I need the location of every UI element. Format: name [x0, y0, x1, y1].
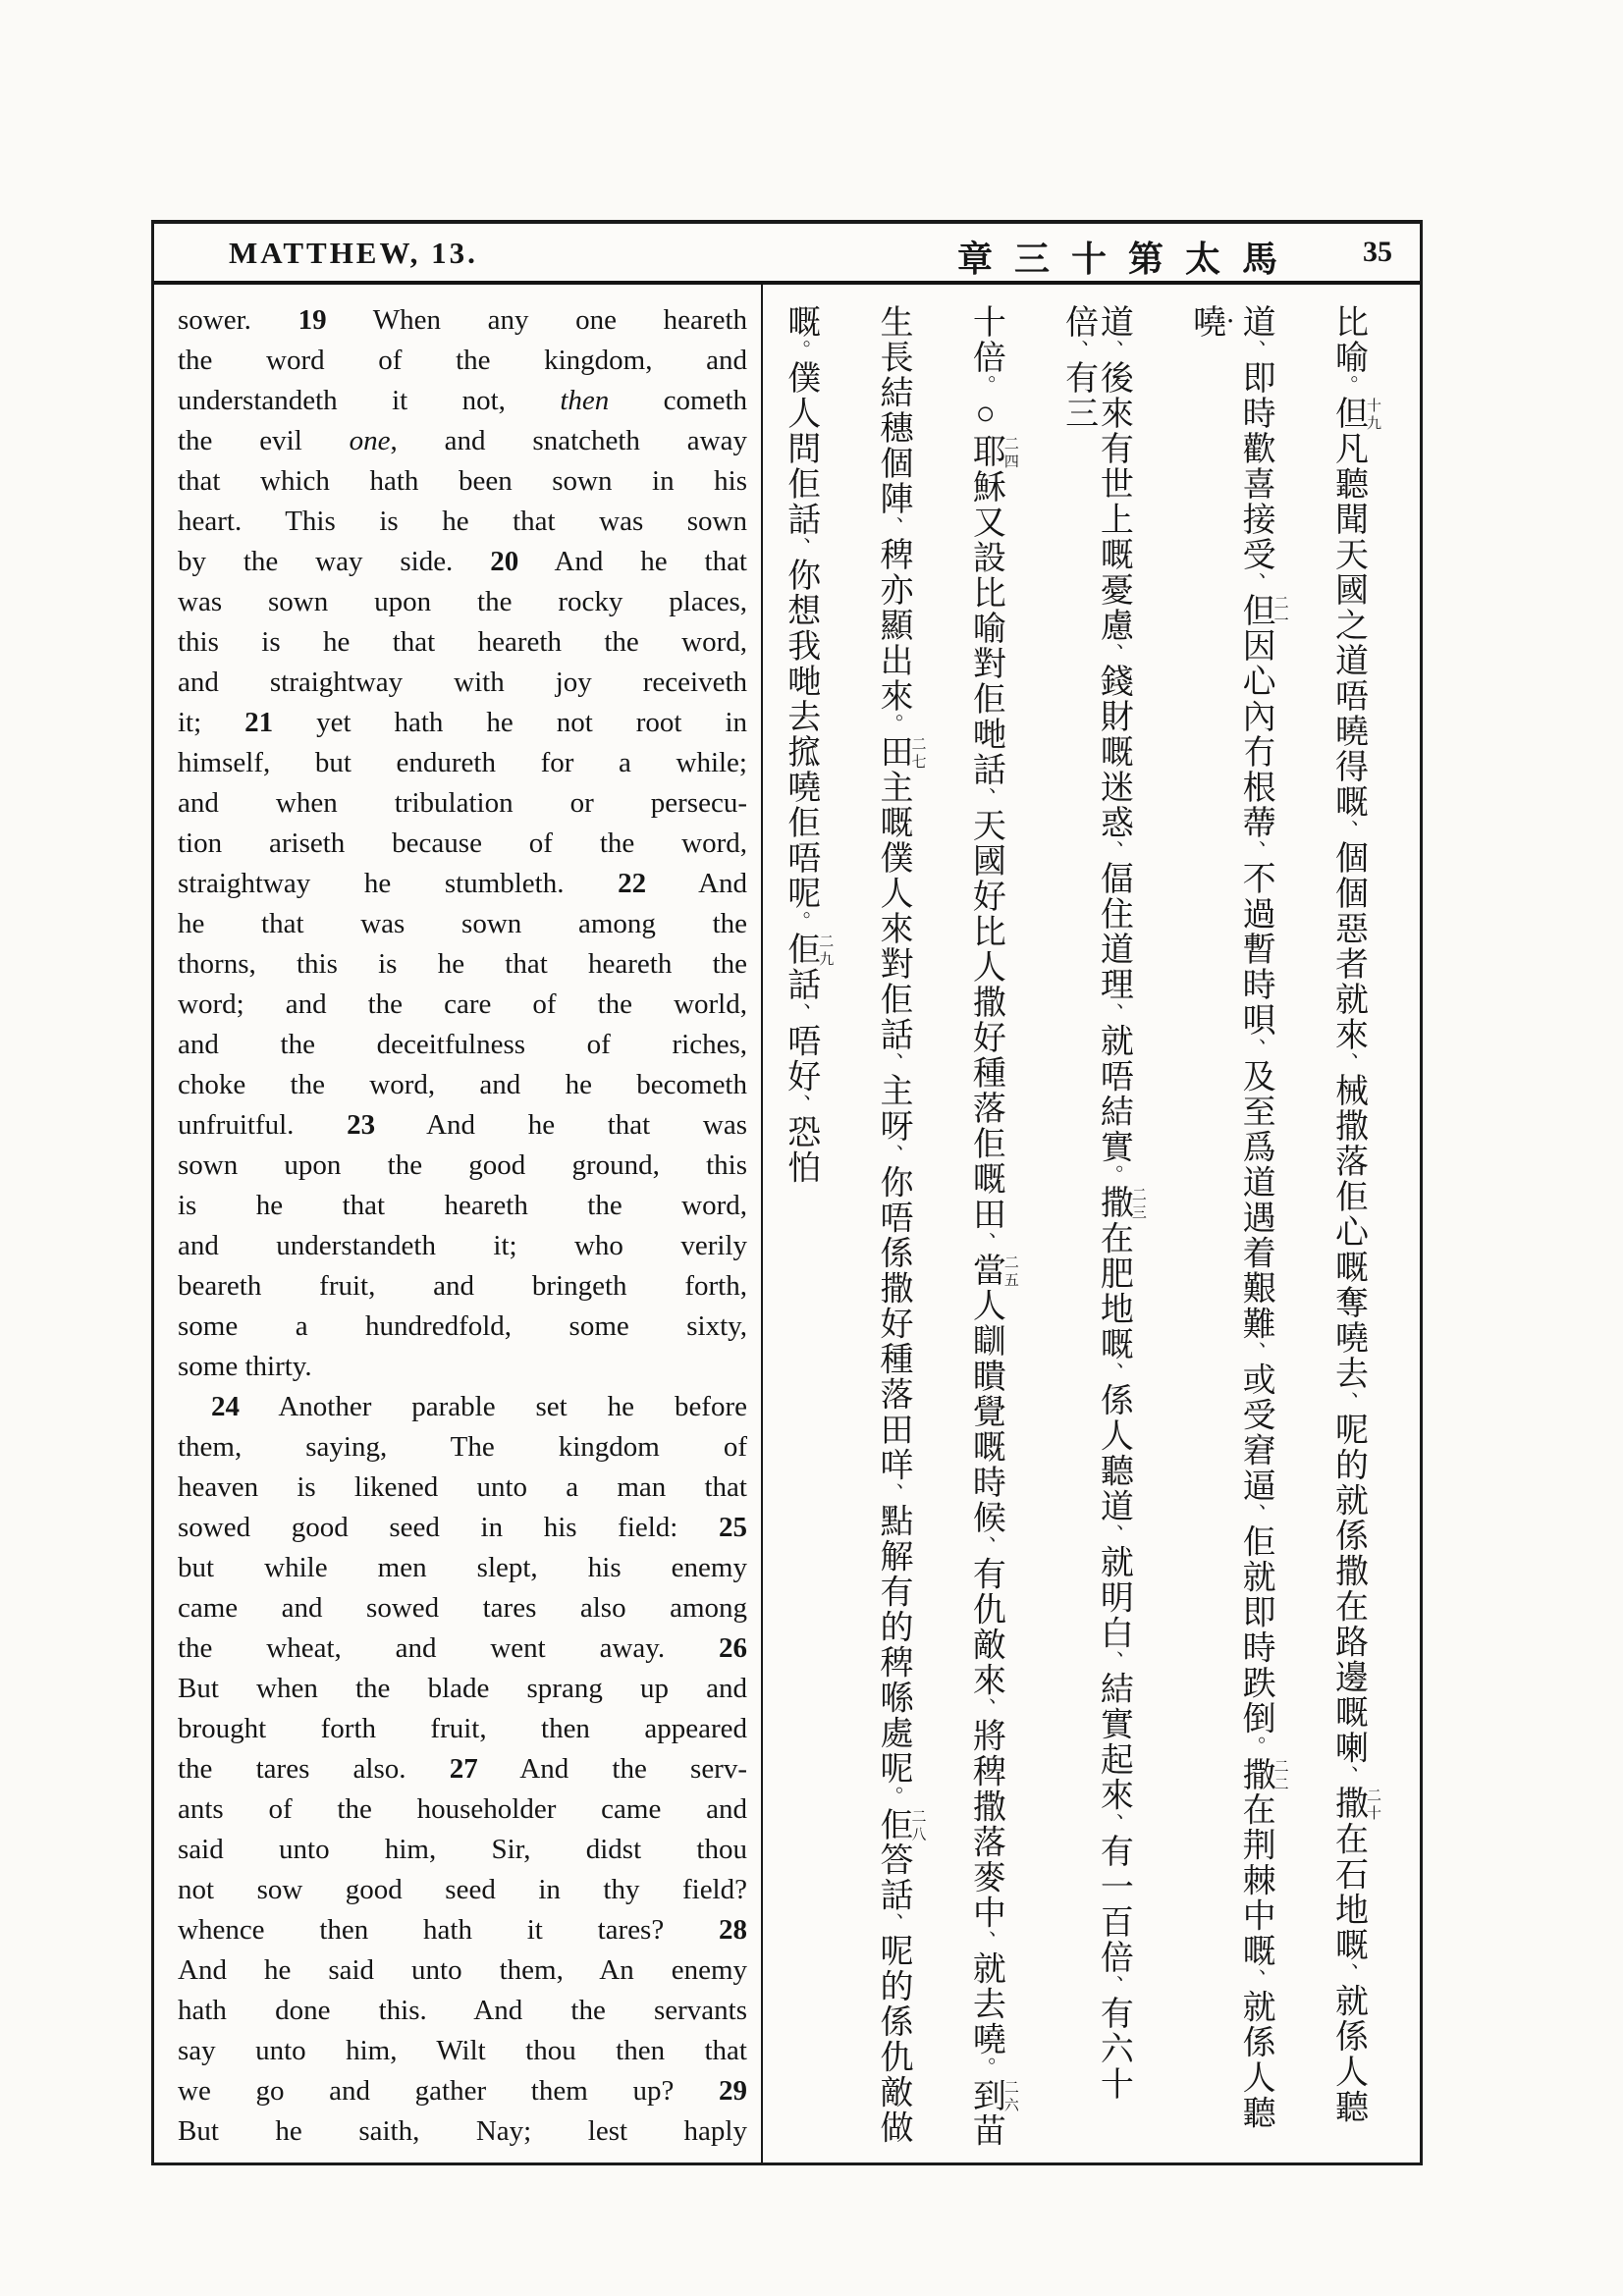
cjk-punctuation: 。 — [881, 714, 904, 735]
english-text-line: But when the blade sprang up and — [178, 1673, 747, 1704]
english-text-line: himself, but endureth for a while; — [178, 747, 747, 778]
cjk-punctuation: 。 — [973, 375, 998, 397]
cjk-punctuation: 、 — [787, 1002, 812, 1024]
english-text-line: and the deceitfulness of riches, — [178, 1029, 747, 1060]
chinese-text-column: 嘅。僕人問佢話、你想我哋去搲嘵佢唔呢。佢二九話、唔好、恐怕 — [782, 304, 834, 1186]
cjk-punctuation: 、 — [973, 1930, 998, 1951]
english-text-line: choke the word, and he becometh — [178, 1069, 747, 1100]
english-text-line: unfruitful. 23 And he that was — [178, 1109, 747, 1141]
cjk-punctuation: 。 — [787, 340, 812, 361]
verse-number-marker: 二三 — [1129, 1185, 1146, 1221]
english-text-line: and understandeth it; who verily — [178, 1230, 747, 1261]
cjk-punctuation: 、 — [1335, 1052, 1360, 1074]
english-text-line: some a hundredfold, some sixty, — [178, 1310, 747, 1342]
english-text-line: whence then hath it tares? 28 — [178, 1914, 747, 1946]
verse-start-character: 佢二九 — [782, 932, 834, 968]
english-text-line: it; 21 yet hath he not root in — [178, 707, 747, 738]
english-text-line: But he saith, Nay; lest haply — [178, 2115, 747, 2147]
cjk-punctuation: 、 — [973, 1232, 998, 1254]
chinese-text-column: 生長結穗個陣、稗亦顯出來。田二七主嘅僕人來對佢話、主呀、你唔係撒好種落田咩、點解有的稗喺處呢。佢二八答話、呢的係仇敵做 — [875, 304, 926, 2146]
header-title-english: MATTHEW, 13. — [229, 236, 478, 270]
english-text-line: the tares also. 27 And the serv- — [178, 1753, 748, 1785]
english-text-line: heart. This is he that was sown — [178, 506, 747, 537]
english-text-line: them, saying, The kingdom of — [178, 1431, 747, 1463]
english-text-line: 24 Another parable set he before — [211, 1391, 747, 1422]
cjk-punctuation: 、 — [1243, 840, 1268, 862]
verse-start-character: 撒二十 — [1329, 1786, 1380, 1822]
cjk-punctuation: 。 — [1243, 1735, 1268, 1757]
verse-number-marker: 二七 — [909, 734, 926, 771]
cjk-punctuation: 、 — [1335, 1765, 1360, 1787]
english-text-line: we go and gather them up? 29 — [178, 2075, 747, 2107]
verse-number-marker: 二一 — [1271, 593, 1288, 629]
english-text-line: understandeth it not, then cometh — [178, 385, 748, 416]
verse-number-marker: 二九 — [817, 932, 834, 968]
english-text-line: this is he that heareth the word, — [178, 626, 747, 658]
verse-start-character: 耶二四 — [967, 434, 1018, 470]
cjk-punctuation: 、 — [973, 1697, 998, 1719]
cjk-punctuation: 、 — [1335, 1962, 1360, 1984]
cjk-punctuation: 、 — [1243, 340, 1268, 361]
verse-start-character: 但十九 — [1329, 396, 1380, 432]
chinese-text-column: 道、即時歡喜接受、但二一因心內冇根蔕、不過暫時唄、及至爲道遇着艱難、或受窘逼、佢就即時跌倒。撒二二在荆棘中嘅、就係人聽嘵• — [1187, 304, 1288, 2131]
english-text-line: that which hath been sown in his — [178, 465, 747, 497]
english-text-line: ants of the householder came and — [178, 1793, 747, 1825]
cjk-punctuation: 。 — [1335, 375, 1360, 397]
cjk-punctuation: 、 — [1101, 340, 1125, 361]
cjk-punctuation: 、 — [1243, 1503, 1268, 1524]
english-text-line: brought forth fruit, then appeared — [178, 1713, 747, 1744]
english-text-line: sower. 19 When any one heareth — [178, 304, 747, 336]
english-text-line: say unto him, Wilt thou then that — [178, 2035, 747, 2066]
cjk-punctuation: 、 — [1101, 1523, 1125, 1545]
english-text-line: the evil one, and snatcheth away — [178, 425, 747, 456]
cjk-punctuation: 、 — [1243, 1341, 1268, 1362]
cjk-punctuation: 、 — [1065, 340, 1090, 361]
cjk-punctuation: 、 — [1101, 1362, 1125, 1383]
verse-start-character: 撒二二 — [1237, 1756, 1288, 1792]
cjk-punctuation: 、 — [881, 1912, 904, 1934]
english-text-line: is he that heareth the word, — [178, 1190, 747, 1221]
page-border-box — [151, 220, 1423, 2165]
cjk-punctuation: 、 — [973, 1535, 998, 1557]
english-text-line: sown upon the good ground, this — [178, 1149, 747, 1181]
cjk-punctuation: 、 — [787, 537, 812, 559]
verse-number-marker: 二八 — [909, 1806, 926, 1842]
english-text-line: hath done this. And the servants — [178, 1995, 747, 2026]
chinese-text-column: 道、後來有世上嘅憂慮、錢財嘅迷惑、偪住道理、就唔結實。撒二三在肥地嘅、係人聽道、就明白、結實起來、有一百倍、有六十倍、有三 — [1059, 304, 1146, 2102]
english-text-line: heaven is likened unto a man that — [178, 1471, 747, 1503]
english-text-line: beareth fruit, and bringeth forth, — [178, 1270, 747, 1302]
cjk-punctuation: 、 — [1335, 820, 1360, 841]
verse-start-character: 撒二三 — [1095, 1185, 1146, 1221]
chinese-text-column: 比喻。但十九凡聽聞天國之道唔曉得嘅、個個惡者就來、械撒落佢心嘅奪嘵去、呢的就係撒在路邊嘅喇、撒二十在石地嘅、就係人聽 — [1329, 304, 1380, 2125]
verse-start-character: 但二一 — [1237, 593, 1288, 629]
cjk-punctuation: 。 — [881, 1786, 904, 1807]
cjk-punctuation: 、 — [1101, 1812, 1125, 1834]
verse-start-character: 嘵• — [1187, 304, 1239, 340]
cjk-punctuation: 、 — [881, 1052, 904, 1074]
cjk-punctuation: 、 — [1101, 840, 1125, 862]
verse-number-marker: 二十 — [1364, 1786, 1380, 1822]
cjk-punctuation: 。 — [787, 911, 812, 933]
english-text-column — [154, 285, 763, 2163]
english-text-line: word; and the care of the world, — [178, 988, 747, 1020]
cjk-punctuation: 、 — [1101, 1974, 1125, 1996]
page-body — [154, 285, 1420, 2163]
header-title-chinese: 章三十第太馬 — [957, 240, 1300, 279]
english-text-line: and when tribulation or persecu- — [178, 787, 747, 819]
verse-start-character: 當二五 — [967, 1253, 1018, 1289]
english-text-line: the wheat, and went away. 26 — [178, 1632, 747, 1664]
verse-number-marker: 二四 — [1001, 434, 1018, 470]
english-text-line: he that was sown among the — [178, 908, 747, 939]
cjk-punctuation: 、 — [1101, 643, 1125, 665]
cjk-punctuation: 、 — [1101, 1002, 1125, 1024]
verse-start-character: 田二七 — [875, 734, 926, 771]
verse-number-marker: 二六 — [1001, 2077, 1018, 2113]
english-text-line: And he said unto them, An enemy — [178, 1954, 747, 1986]
english-text-line: said unto him, Sir, didst thou — [178, 1834, 747, 1865]
english-text-line: sowed good seed in his field: 25 — [178, 1512, 747, 1543]
english-text-line: straightway he stumbleth. 22 And — [178, 868, 748, 899]
english-text-line: but while men slept, his enemy — [178, 1552, 747, 1583]
verse-number-marker: 二五 — [1001, 1253, 1018, 1289]
english-text-line: by the way side. 20 And he that — [178, 546, 747, 577]
english-text-line: was sown upon the rocky places, — [178, 586, 747, 617]
cjk-punctuation: 、 — [1243, 1968, 1268, 1990]
chinese-text-column: 十倍。○耶二四穌又設比喻對佢哋話、天國好比人撒好種落佢嘅田、當二五人瞓瞶覺嘅時候、有仇敵來、將稗撒落麥中、就去嘵。到二六苗 — [967, 304, 1018, 2149]
english-text-line: thorns, this is he that heareth the — [178, 948, 747, 980]
cjk-punctuation: 。 — [1101, 1164, 1125, 1186]
verse-number-marker: • — [1222, 304, 1239, 340]
cjk-punctuation: 、 — [1101, 1650, 1125, 1672]
cjk-punctuation: 、 — [881, 516, 904, 538]
english-text-line: tion ariseth because of the word, — [178, 828, 747, 859]
verse-start-character: 到二六 — [967, 2077, 1018, 2113]
verse-number-marker: 十九 — [1364, 396, 1380, 432]
page-header — [154, 224, 1420, 285]
english-text-line: not sow good seed in thy field? — [178, 1874, 747, 1905]
cjk-punctuation: 、 — [881, 1482, 904, 1504]
english-text-line: some thirty. — [178, 1351, 312, 1382]
cjk-punctuation: 、 — [881, 1144, 904, 1165]
page-number: 35 — [1363, 236, 1392, 268]
verse-number-marker: 二二 — [1271, 1756, 1288, 1792]
cjk-punctuation: 、 — [1243, 572, 1268, 594]
cjk-punctuation: 、 — [973, 787, 998, 809]
cjk-punctuation: 、 — [1243, 1038, 1268, 1059]
cjk-punctuation: 、 — [1335, 1391, 1360, 1413]
verse-start-character: 佢二八 — [875, 1806, 926, 1842]
cjk-punctuation: 、 — [787, 1094, 812, 1115]
chinese-text-area — [763, 285, 1420, 2163]
english-text-line: came and sowed tares also among — [178, 1592, 747, 1624]
english-text-line: and straightway with joy receiveth — [178, 667, 747, 698]
cjk-punctuation: 。 — [973, 2056, 998, 2078]
english-text-line: the word of the kingdom, and — [178, 345, 747, 376]
